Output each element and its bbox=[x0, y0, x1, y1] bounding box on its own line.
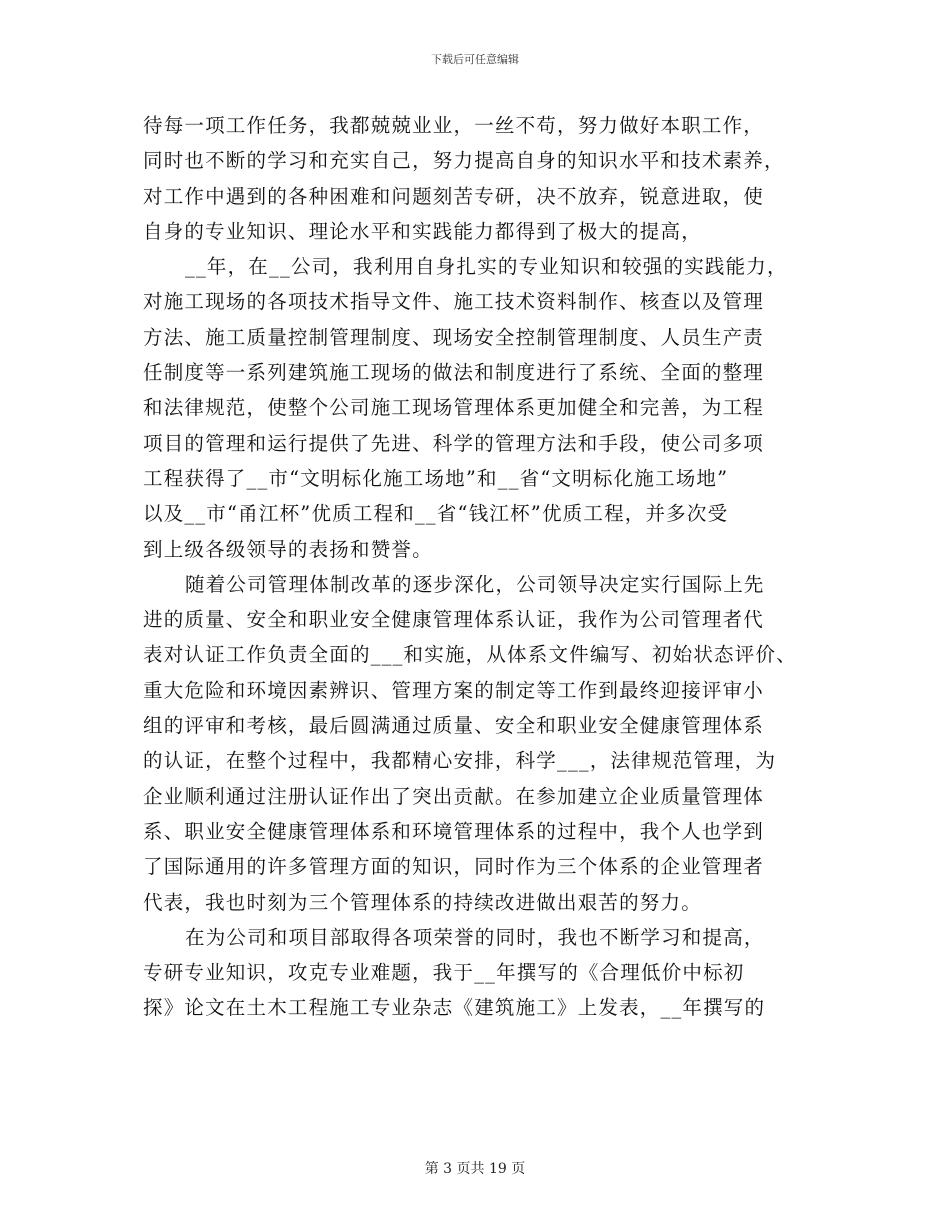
text-line: 工程获得了__市“文明标化施工场地”和__省“文明标化施工场地” bbox=[143, 466, 729, 490]
paragraph bbox=[143, 108, 823, 249]
paragraph bbox=[143, 249, 823, 567]
text-line: 和法律规范，使整个公司施工现场管理体系更加健全和完善，为工程 bbox=[143, 396, 765, 420]
text-line: 到上级各级领导的表扬和赞誉。 bbox=[143, 537, 433, 561]
text-line: 的认证，在整个过程中，我都精心安排，科学___，法律规范管理，为 bbox=[143, 749, 777, 773]
text-line: __年，在__公司，我利用自身扎实的专业知识和较强的实践能力， bbox=[185, 255, 788, 279]
text-line: 代表，我也时刻为三个管理体系的持续改进做出艰苦的努力。 bbox=[143, 890, 702, 914]
text-line: 专研专业知识，攻克专业难题，我于__年撰写的《合理低价中标初 bbox=[143, 961, 745, 985]
text-line: 进的质量、安全和职业安全健康管理体系认证，我作为公司管理者代 bbox=[143, 608, 765, 632]
text-line: 自身的专业知识、理论水平和实践能力都得到了极大的提高， bbox=[143, 219, 702, 243]
text-line: 对工作中遇到的各种困难和问题刻苦专研，决不放弃，锐意进取，使 bbox=[143, 184, 765, 208]
text-line: 方法、施工质量控制管理制度、现场安全控制管理制度、人员生产责 bbox=[143, 325, 765, 349]
page-header: 下载后可任意编辑 bbox=[431, 53, 519, 66]
text-line: 在为公司和项目部取得各项荣誉的同时，我也不断学习和提高， bbox=[185, 925, 765, 949]
text-line: 同时也不断的学习和充实自己，努力提高自身的知识水平和技术素养， bbox=[143, 149, 785, 173]
text-line: 组的评审和考核，最后圆满通过质量、安全和职业安全健康管理体系 bbox=[143, 714, 765, 738]
text-line: 随着公司管理体制改革的逐步深化，公司领导决定实行国际上先 bbox=[185, 572, 765, 596]
text-line: 表对认证工作负责全面的___和实施，从体系文件编写、初始状态评价、 bbox=[143, 643, 797, 667]
page-footer: 第 3 页共 19 页 bbox=[424, 1161, 526, 1177]
document-body bbox=[143, 108, 823, 1026]
text-line: 以及__市“甬江杯”优质工程和__省“钱江杯”优质工程，并多次受 bbox=[143, 502, 729, 526]
text-line: 了国际通用的许多管理方面的知识，同时作为三个体系的企业管理者 bbox=[143, 855, 765, 879]
text-line: 重大危险和环境因素辨识、管理方案的制定等工作到最终迎接评审小 bbox=[143, 678, 765, 702]
text-line: 系、职业安全健康管理体系和环境管理体系的过程中，我个人也学到 bbox=[143, 819, 765, 843]
text-line: 任制度等一系列建筑施工现场的做法和制度进行了系统、全面的整理 bbox=[143, 361, 765, 385]
text-line: 探》论文在土木工程施工专业杂志《建筑施工》上发表，__年撰写的 bbox=[143, 996, 766, 1020]
paragraph bbox=[143, 567, 823, 920]
paragraph bbox=[143, 920, 823, 1026]
text-line: 项目的管理和运行提供了先进、科学的管理方法和手段，使公司多项 bbox=[143, 431, 765, 455]
text-line: 企业顺利通过注册认证作出了突出贡献。在参加建立企业质量管理体 bbox=[143, 784, 765, 808]
text-line: 待每一项工作任务，我都兢兢业业，一丝不苟，努力做好本职工作， bbox=[143, 114, 765, 137]
text-line: 对施工现场的各项技术指导文件、施工技术资料制作、核查以及管理 bbox=[143, 290, 765, 314]
